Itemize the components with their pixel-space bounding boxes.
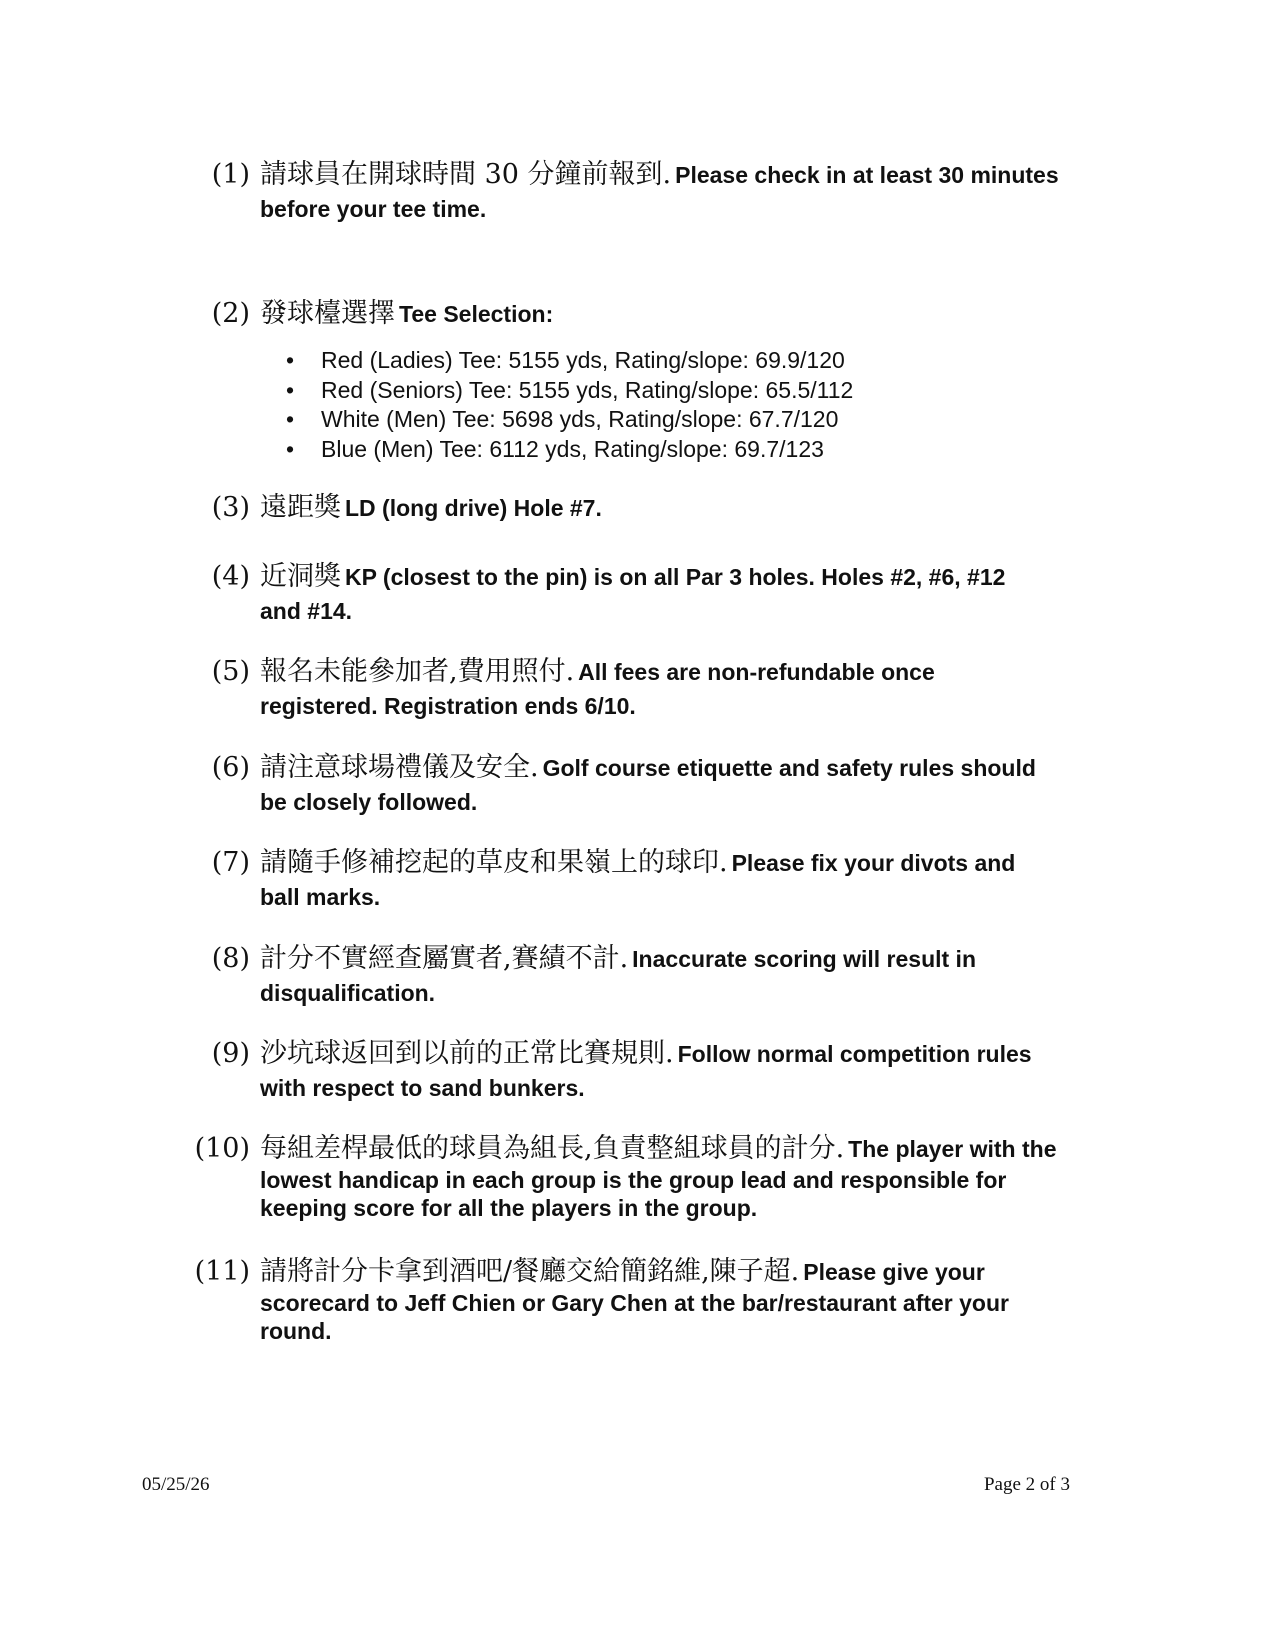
item-body	[260, 491, 1120, 525]
footer-page-number: Page 2 of 3	[983, 1474, 1070, 1495]
item-body	[260, 1255, 1120, 1345]
item-body	[260, 560, 1120, 628]
item-body	[260, 846, 1120, 914]
item-english-text-cont: and #14.	[260, 598, 353, 624]
item-number: (3)	[211, 492, 250, 523]
item-body	[260, 655, 1120, 723]
item-chinese-text: 近洞獎	[260, 561, 341, 592]
item-english-text: Please check in at least 30 minutes	[675, 162, 1059, 188]
bullet-icon: •	[286, 376, 295, 403]
list-item	[286, 346, 1086, 376]
item-body	[260, 1132, 1120, 1222]
item-english-text-cont: round.	[260, 1318, 332, 1344]
item-english-text: Follow normal competition rules	[677, 1041, 1032, 1067]
list-item	[286, 405, 1086, 435]
tee-selection-list	[286, 346, 1086, 464]
tee-text: Red (Seniors) Tee: 5155 yds, Rating/slope: 65.5/112	[321, 376, 854, 403]
item-english-text: Inaccurate scoring will result in	[632, 946, 976, 972]
item-number: (4)	[211, 561, 250, 592]
item-chinese-text: 請注意球場禮儀及安全.	[260, 752, 539, 783]
bullet-icon: •	[286, 435, 295, 462]
list-item	[286, 435, 1086, 465]
item-english-text: Please fix your divots and	[731, 850, 1016, 876]
item-number: (6)	[211, 752, 250, 783]
item-body	[260, 158, 1120, 226]
item-english-text: All fees are non-refundable once	[578, 659, 935, 685]
item-chinese-text: 每組差桿最低的球員為組長,負責整組球員的計分.	[260, 1133, 845, 1164]
item-number: (5)	[211, 656, 250, 687]
tee-text: Red (Ladies) Tee: 5155 yds, Rating/slope: 69.9/120	[321, 347, 845, 373]
item-body	[260, 1037, 1120, 1105]
bullet-icon: •	[286, 347, 295, 373]
item-english-text-cont: be closely followed.	[260, 789, 478, 815]
footer-date: 05/25/26	[142, 1474, 210, 1495]
item-english-text-cont: lowest handicap in each group is the group lead and responsible for	[260, 1167, 1007, 1193]
item-english-text-cont: ball marks.	[260, 884, 381, 910]
item-english-text: LD (long drive) Hole #7.	[345, 495, 602, 521]
item-chinese-text: 計分不實經查屬實者,賽績不計.	[260, 943, 629, 974]
item-chinese-text: 沙坑球返回到以前的正常比賽規則.	[260, 1038, 674, 1069]
item-english-text: Please give your	[803, 1259, 985, 1285]
item-chinese-text: 請隨手修補挖起的草皮和果嶺上的球印.	[260, 847, 728, 878]
tee-text: White (Men) Tee: 5698 yds, Rating/slope: 67.7/120	[321, 406, 839, 432]
item-body	[260, 297, 1120, 331]
item-number: (2)	[211, 298, 250, 329]
item-english-text-cont: with respect to sand bunkers.	[260, 1075, 585, 1101]
item-number: (10)	[194, 1133, 250, 1164]
list-item	[286, 376, 1086, 406]
item-english-text-cont: registered. Registration ends 6/10.	[260, 693, 636, 719]
item-number: (7)	[211, 847, 250, 878]
item-english-text: KP (closest to the pin) is on all Par 3 holes. Holes #2, #6, #12	[345, 564, 1006, 590]
item-english-text: Tee Selection:	[399, 301, 554, 327]
item-chinese-text: 請將計分卡拿到酒吧/餐廳交給簡銘維,陳子超.	[260, 1256, 800, 1287]
item-number: (8)	[211, 943, 250, 974]
item-english-text-cont: before your tee time.	[260, 196, 487, 222]
bullet-icon: •	[286, 406, 295, 432]
item-english-text: Golf course etiquette and safety rules should	[542, 755, 1036, 781]
item-number: (9)	[211, 1038, 250, 1069]
item-body	[260, 751, 1120, 819]
item-english-text-cont: disqualification.	[260, 980, 436, 1006]
item-chinese-text: 請球員在開球時間 30 分鐘前報到.	[260, 159, 672, 190]
item-number: (1)	[211, 159, 250, 190]
item-english-text-cont: scorecard to Jeff Chien or Gary Chen at the bar/restaurant after your	[260, 1290, 1009, 1316]
item-english-text-cont: keeping score for all the players in the group.	[260, 1195, 758, 1221]
item-chinese-text: 發球檯選擇	[260, 298, 395, 329]
item-english-text: The player with the	[848, 1136, 1057, 1162]
item-chinese-text: 報名未能參加者,費用照付.	[260, 656, 575, 687]
item-number: (11)	[194, 1256, 250, 1287]
item-body	[260, 942, 1120, 1010]
item-chinese-text: 遠距獎	[260, 492, 341, 523]
tee-text: Blue (Men) Tee: 6112 yds, Rating/slope: 69.7/123	[321, 435, 824, 462]
